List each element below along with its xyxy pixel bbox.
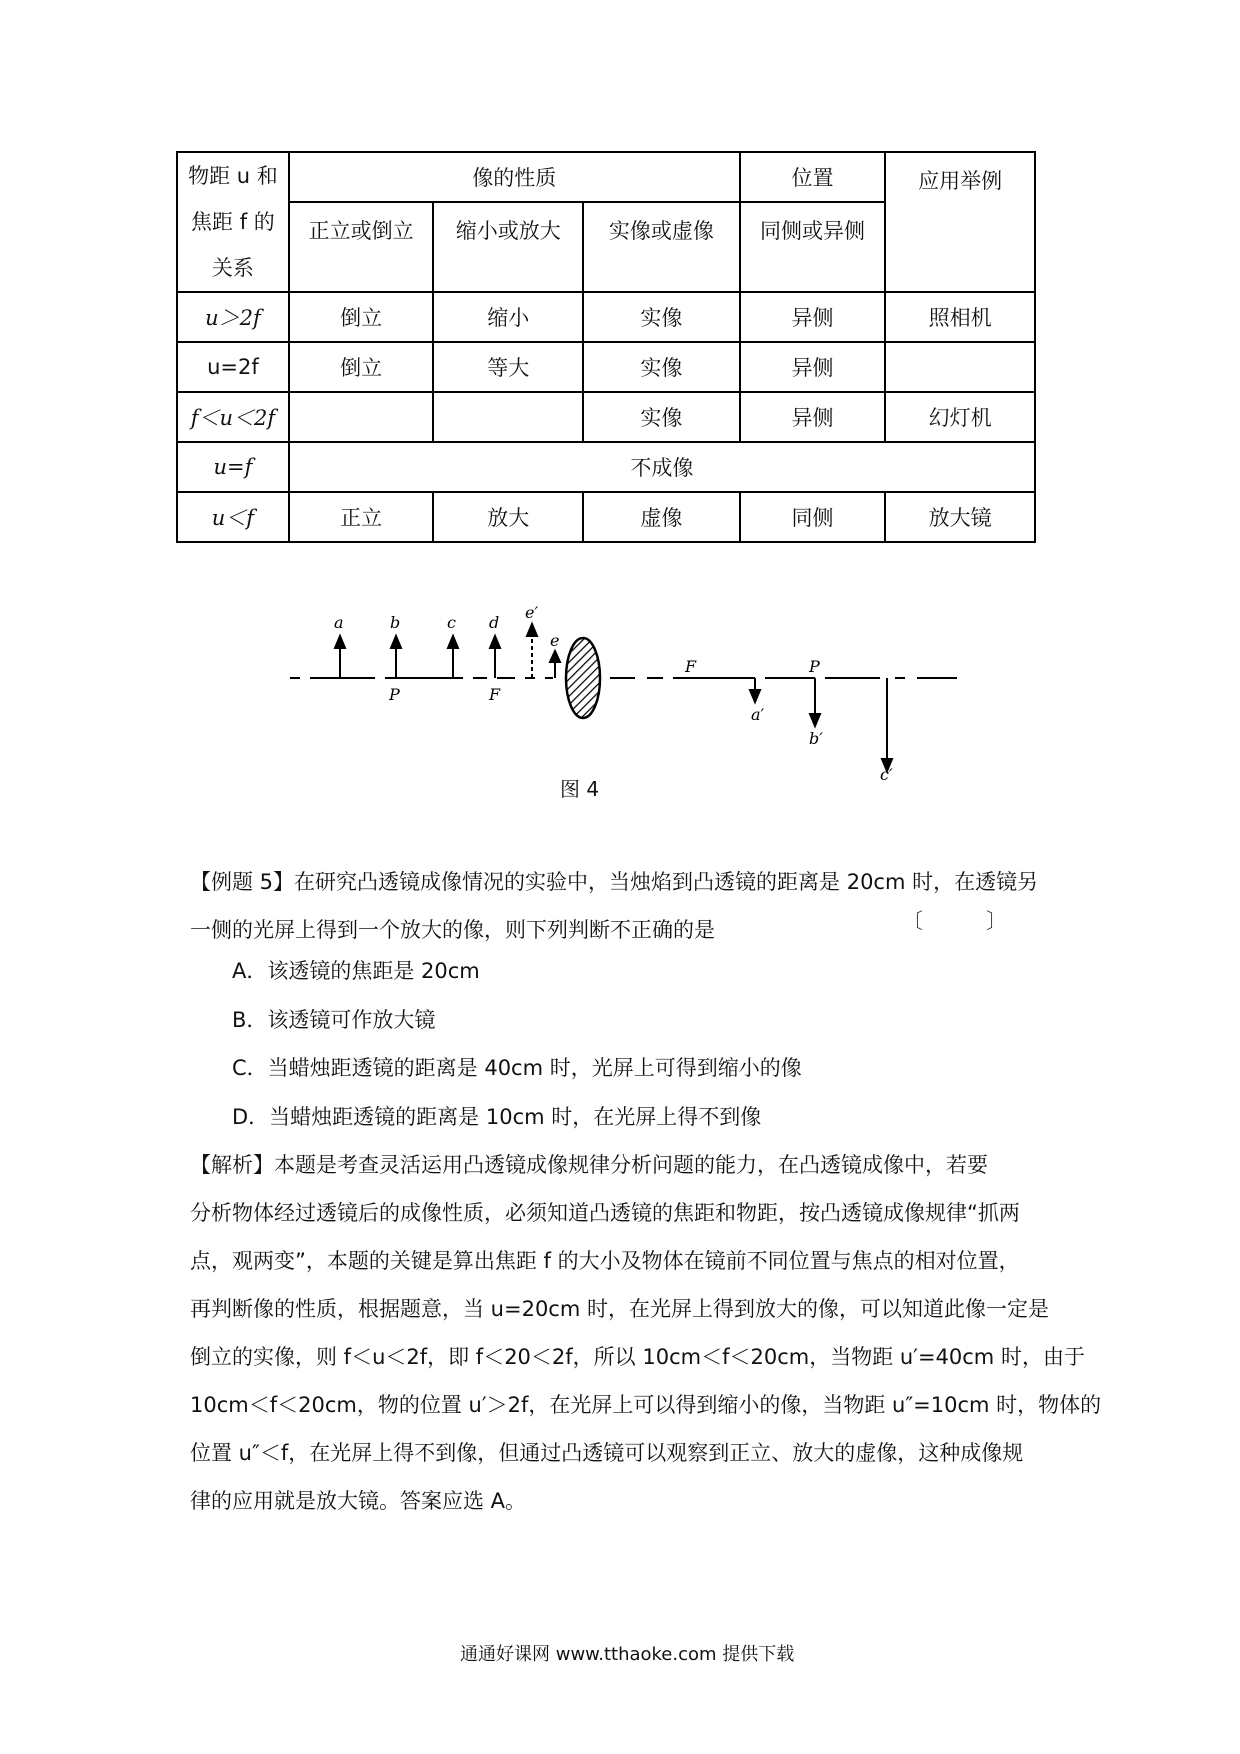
object-arrow-c [448, 636, 458, 678]
label-e: e [550, 631, 560, 650]
table-row [177, 492, 1035, 542]
table-row [177, 442, 1035, 492]
header-real-virtual [583, 202, 740, 292]
virtual-image-arrow-e-prime [527, 624, 537, 678]
row-cell: 实像 [583, 292, 740, 342]
label-F-right: F [685, 657, 697, 676]
label-c: c [447, 613, 456, 632]
option-b: B．该透镜可作放大镜 [232, 1008, 436, 1032]
row-cell: 缩小 [433, 292, 583, 342]
header-relation-line1: 物距 u 和 [188, 164, 278, 188]
header-reduced-enlarged [433, 202, 583, 292]
row-cell: 正立 [289, 492, 434, 542]
analysis-text [190, 1141, 1102, 1525]
image-arrow-c-prime [882, 678, 892, 771]
analysis-line: 倒立的实像，则 f＜u＜2f，即 f＜20＜2f，所以 10cm＜f＜20cm，当物距 u′=40cm 时，由于 [190, 1345, 1085, 1369]
label-F-left: F [489, 685, 501, 704]
row-cell: 异侧 [740, 392, 886, 442]
row-cell: 虚像 [583, 492, 740, 542]
label-c-prime: c′ [880, 765, 893, 781]
label-b: b [390, 613, 401, 632]
object-arrow-d [490, 636, 500, 678]
header-application-label: 应用举例 [918, 169, 1003, 193]
example-line-2: 一侧的光屏上得到一个放大的像，则下列判断不正确的是 [190, 918, 715, 942]
analysis-line: 点，观两变”，本题的关键是算出焦距 f 的大小及物体在镜前不同位置与焦点的相对位置， [190, 1249, 1020, 1273]
table-row [177, 392, 1035, 442]
analysis-line: 再判断像的性质，根据题意，当 u=20cm 时，在光屏上得到放大的像，可以知道此像一定是 [190, 1297, 1049, 1321]
row-condition: u=2f [177, 342, 289, 392]
row-cell [433, 392, 583, 442]
option-d: D．当蜡烛距透镜的距离是 10cm 时，在光屏上得不到像 [232, 1105, 762, 1129]
header-upright-inverted-label: 正立或倒立 [308, 219, 414, 243]
label-e-prime: e′ [525, 606, 539, 622]
analysis-line: 位置 u″＜f，在光屏上得不到像，但通过凸透镜可以观察到正立、放大的虚像，这种成像规 [190, 1441, 1024, 1465]
row-condition: u＜f [177, 492, 289, 542]
header-reduced-enlarged-label: 缩小或放大 [455, 219, 561, 243]
header-application [885, 152, 1035, 292]
row-cell: 放大镜 [885, 492, 1035, 542]
header-relation-line2: 焦距 f 的 [191, 210, 275, 234]
header-position: 位置 [740, 152, 886, 202]
label-P-right: P [809, 657, 820, 676]
header-upright-inverted [289, 202, 434, 292]
analysis-line: 【解析】本题是考查灵活运用凸透镜成像规律分析问题的能力，在凸透镜成像中，若要 [190, 1153, 988, 1177]
answer-blank: 〔 〕 [902, 909, 1007, 933]
row-cell: 实像 [583, 392, 740, 442]
label-a-prime: a′ [751, 705, 765, 724]
option-c: C．当蜡烛距透镜的距离是 40cm 时，光屏上可得到缩小的像 [232, 1056, 802, 1080]
row-cell: 倒立 [289, 342, 434, 392]
table-row [177, 342, 1035, 392]
example-line-1: 【例题 5】在研究凸透镜成像情况的实验中，当烛焰到凸透镜的距离是 20cm 时，在透镜另 [190, 870, 1039, 894]
row-cell: 照相机 [885, 292, 1035, 342]
row-condition: u=f [177, 442, 289, 492]
row-cell: 实像 [583, 342, 740, 392]
row-cell: 异侧 [740, 342, 886, 392]
row-cell: 同侧 [740, 492, 886, 542]
header-same-opposite-side-label: 同侧或异侧 [760, 219, 866, 243]
analysis-line: 律的应用就是放大镜。答案应选 A。 [190, 1489, 527, 1513]
lens-diagram [285, 606, 965, 781]
label-b-prime: b′ [809, 729, 823, 748]
header-relation [177, 152, 289, 292]
analysis-line: 10cm＜f＜20cm，物的位置 u′＞2f，在光屏上可以得到缩小的像，当物距 u″=10cm 时，物体的 [190, 1393, 1102, 1417]
figure-caption: 图 4 [560, 777, 600, 801]
image-arrow-a-prime [750, 678, 760, 702]
analysis-line: 分析物体经过透镜后的成像性质，必须知道凸透镜的焦距和物距，按凸透镜成像规律“抓两 [190, 1201, 1020, 1225]
object-arrow-a [335, 636, 345, 678]
row-cell [289, 392, 434, 442]
header-real-virtual-label: 实像或虚像 [608, 219, 714, 243]
row-condition: u＞2f [177, 292, 289, 342]
table-row [177, 292, 1035, 342]
header-relation-line3: 关系 [211, 256, 254, 280]
row-cell: 放大 [433, 492, 583, 542]
header-same-opposite-side [740, 202, 886, 292]
row-cell: 倒立 [289, 292, 434, 342]
image-arrow-b-prime [810, 678, 820, 726]
row-cell: 幻灯机 [885, 392, 1035, 442]
header-image-properties: 像的性质 [289, 152, 740, 202]
option-a: A．该透镜的焦距是 20cm [232, 959, 480, 983]
row-condition: f＜u＜2f [177, 392, 289, 442]
convex-lens [566, 638, 600, 718]
object-arrow-e [550, 651, 560, 678]
label-a: a [334, 613, 344, 632]
row-merged-cell: 不成像 [289, 442, 1035, 492]
row-cell [885, 342, 1035, 392]
row-cell: 异侧 [740, 292, 886, 342]
lens-imaging-table [176, 151, 1036, 543]
row-cell: 等大 [433, 342, 583, 392]
page-footer: 通通好课网 www.tthaoke.com 提供下载 [460, 1644, 795, 1665]
object-arrow-b [391, 636, 401, 678]
label-P-left: P [389, 685, 400, 704]
label-d: d [489, 613, 500, 632]
